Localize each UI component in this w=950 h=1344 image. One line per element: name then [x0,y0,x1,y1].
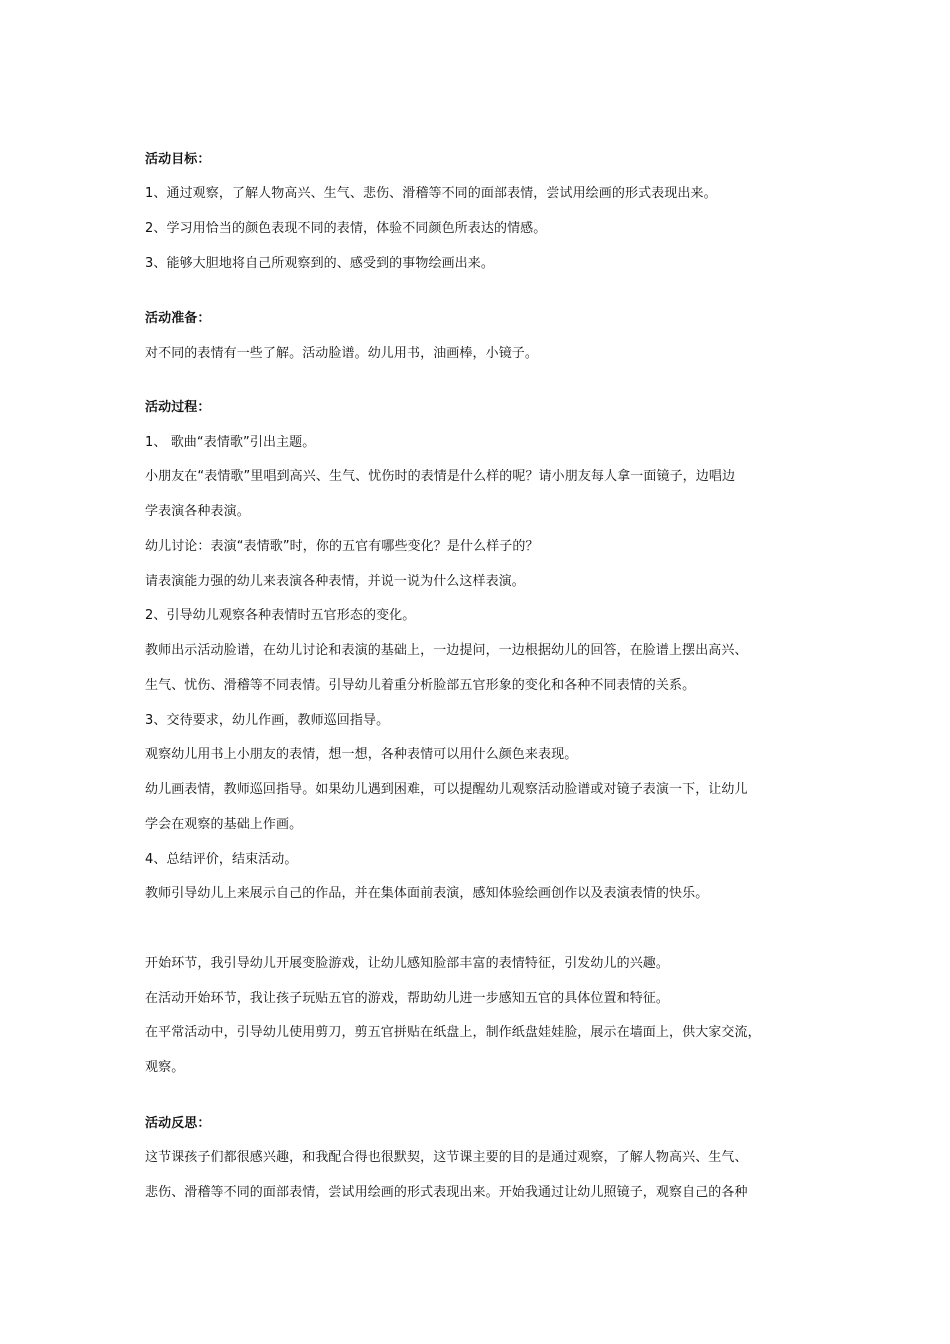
process-line-7: 教师出示活动脸谱，在幼儿讨论和表演的基础上，一边提问，一边根据幼儿的回答，在脸谱上摆出高兴、 [145,643,748,658]
prep-heading: 活动准备： [145,311,211,326]
extension-line-4: 观察。 [145,1060,185,1075]
goal-item-2: 2、学习用恰当的颜色表现不同的表情，体验不同颜色所表达的情感。 [145,221,547,236]
reflection-line-2: 悲伤、滑稽等不同的面部表情，尝试用绘画的形式表现出来。开始我通过让幼儿照镜子，观察自己的各种 [145,1185,748,1200]
process-line-12: 学会在观察的基础上作画。 [145,817,303,832]
process-line-2: 小朋友在“表情歌”里唱到高兴、生气、忧伤时的表情是什么样的呢？请小朋友每人拿一面镜子，边唱边 [145,469,736,484]
process-line-1: 1、 歌曲“表情歌”引出主题。 [145,435,316,450]
reflection-line-1: 这节课孩子们都很感兴趣，和我配合得也很默契，这节课主要的目的是通过观察，了解人物高兴、生气、 [145,1150,748,1165]
extension-line-2: 在活动开始环节，我让孩子玩贴五官的游戏，帮助幼儿进一步感知五官的具体位置和特征。 [145,991,670,1006]
process-line-4: 幼儿讨论：表演“表情歌”时，你的五官有哪些变化？是什么样子的？ [145,539,539,554]
extension-line-1: 开始环节，我引导幼儿开展变脸游戏，让幼儿感知脸部丰富的表情特征，引发幼儿的兴趣。 [145,956,670,971]
goal-item-3: 3、能够大胆地将自己所观察到的、感受到的事物绘画出来。 [145,256,494,271]
prep-text: 对不同的表情有一些了解。活动脸谱。幼儿用书，油画棒，小镜子。 [145,346,539,361]
process-line-8: 生气、忧伤、滑稽等不同表情。引导幼儿着重分析脸部五官形象的变化和各种不同表情的关系。 [145,678,696,693]
goals-heading: 活动目标： [145,152,211,167]
process-line-11: 幼儿画表情，教师巡回指导。如果幼儿遇到困难，可以提醒幼儿观察活动脸谱或对镜子表演一下，让幼儿 [145,782,748,797]
extension-line-3: 在平常活动中，引导幼儿使用剪刀，剪五官拼贴在纸盘上，制作纸盘娃娃脸，展示在墙面上，供大家交流， [145,1025,761,1040]
goal-item-1: 1、通过观察，了解人物高兴、生气、悲伤、滑稽等不同的面部表情，尝试用绘画的形式表现出来。 [145,186,717,201]
process-heading: 活动过程： [145,400,211,415]
reflection-heading: 活动反思： [145,1116,211,1131]
process-line-9: 3、交待要求，幼儿作画，教师巡回指导。 [145,713,390,728]
process-line-14: 教师引导幼儿上来展示自己的作品，并在集体面前表演，感知体验绘画创作以及表演表情的快乐。 [145,886,709,901]
process-line-10: 观察幼儿用书上小朋友的表情，想一想，各种表情可以用什么颜色来表现。 [145,747,578,762]
process-line-3: 学表演各种表演。 [145,504,250,519]
process-line-6: 2、引导幼儿观察各种表情时五官形态的变化。 [145,608,416,623]
process-line-13: 4、总结评价，结束活动。 [145,852,298,867]
process-line-5: 请表演能力强的幼儿来表演各种表情，并说一说为什么这样表演。 [145,574,525,589]
